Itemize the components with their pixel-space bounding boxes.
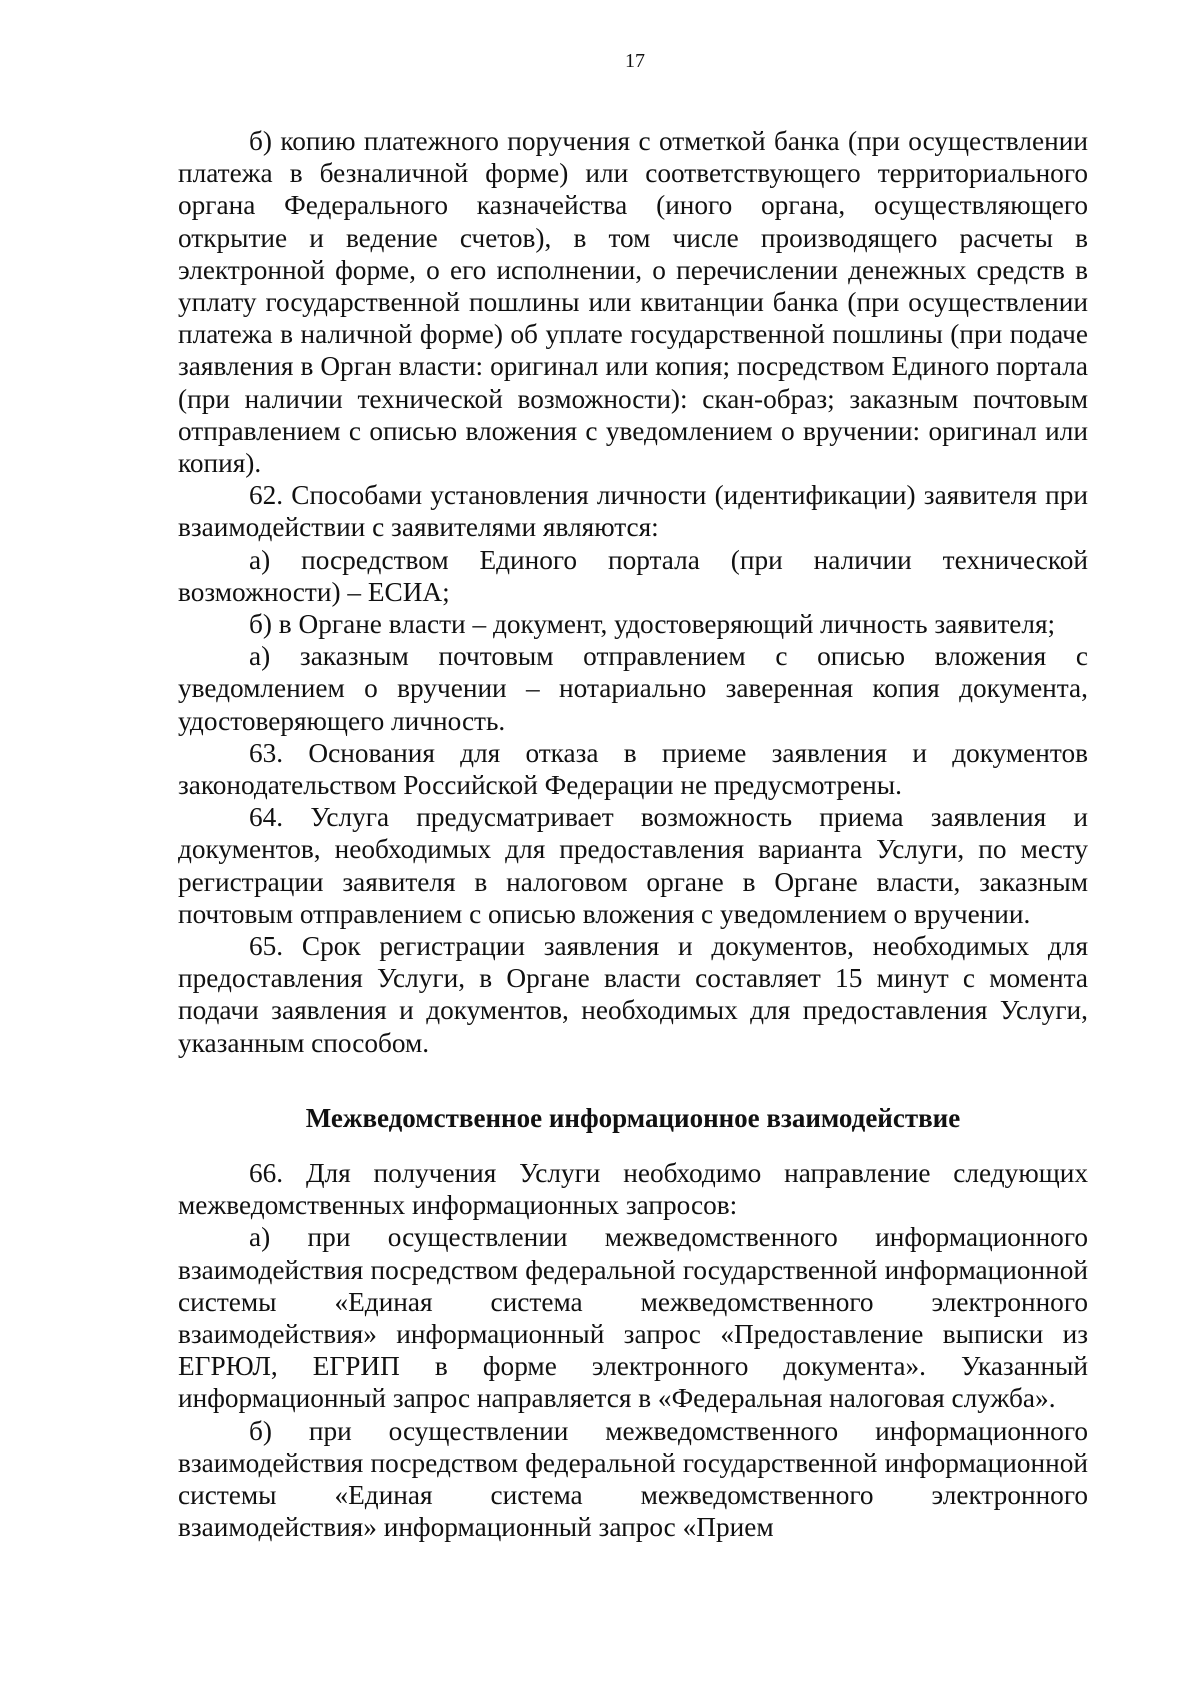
section-heading: Межведомственное информационное взаимодействие: [305, 1102, 961, 1133]
page-number: 17: [625, 50, 645, 72]
paragraph-62-a-mail: а) заказным почтовым отправлением с описью вложения с уведомлением о вручении – нотариально заверенная копия документа, удостоверяющего личность.: [178, 641, 1088, 736]
paragraph-62-b: б) в Органе власти – документ, удостоверяющий личность заявителя;: [249, 609, 1056, 640]
paragraph-66-b: б) при осуществлении межведомственного информационного взаимодействия посредством федеральной государственной информационной системы «Единая система межведомственного электронного взаимодействия» информационный запрос «Прием: [178, 1415, 1088, 1543]
paragraph-62: 62. Способами установления личности (идентификации) заявителя при взаимодействии с заявителями являются:: [178, 480, 1088, 543]
paragraph-66-a: а) при осуществлении межведомственного информационного взаимодействия посредством федеральной государственной информационной системы «Единая система межведомственного электронного взаимодействия» информационный запрос «Предоставление выписки из ЕГРЮЛ, ЕГРИП в форме электронного документа». Указанный информационный запрос направляется в «Федеральная налоговая служба».: [178, 1222, 1088, 1414]
paragraph-62-a: а) посредством Единого портала (при наличии технической возможности) – ЕСИА;: [178, 544, 1088, 607]
paragraph-66: 66. Для получения Услуги необходимо направление следующих межведомственных информационных запросов:: [178, 1157, 1088, 1221]
paragraph-b-payment-copy: б) копию платежного поручения с отметкой банка (при осуществлении платежа в безналичной форме) или соответствующего территориального органа Федерального казначейства (иного органа, осуществляющего открытие и ведение счетов), в том числе производящего расчеты в электронной форме, о его исполнении, о перечислении денежных средств в уплату государственной пошлины или квитанции банка (при осуществлении платежа в наличной форме) об уплате государственной пошлины (при подаче заявления в Орган власти: оригинал или копия; посредством Единого портала (при наличии технической возможности): скан-образ; заказным почтовым отправлением с описью вложения с уведомлением о вручении: оригинал или копия).: [178, 126, 1088, 479]
document-body: [178, 125, 1088, 1543]
paragraph-65: 65. Срок регистрации заявления и документов, необходимых для предоставления Услуги, в Органе власти составляет 15 минут с момента подачи заявления и документов, необходимых для предоставления Услуги, указанным способом.: [178, 931, 1088, 1058]
paragraph-64: 64. Услуга предусматривает возможность приема заявления и документов, необходимых для предоставления варианта Услуги, по месту регистрации заявителя в налоговом органе в Органе власти, заказным почтовым отправлением с описью вложения с уведомлением о вручении.: [178, 802, 1088, 929]
paragraph-63: 63. Основания для отказа в приеме заявления и документов законодательством Российской Федерации не предусмотрены.: [178, 737, 1088, 801]
